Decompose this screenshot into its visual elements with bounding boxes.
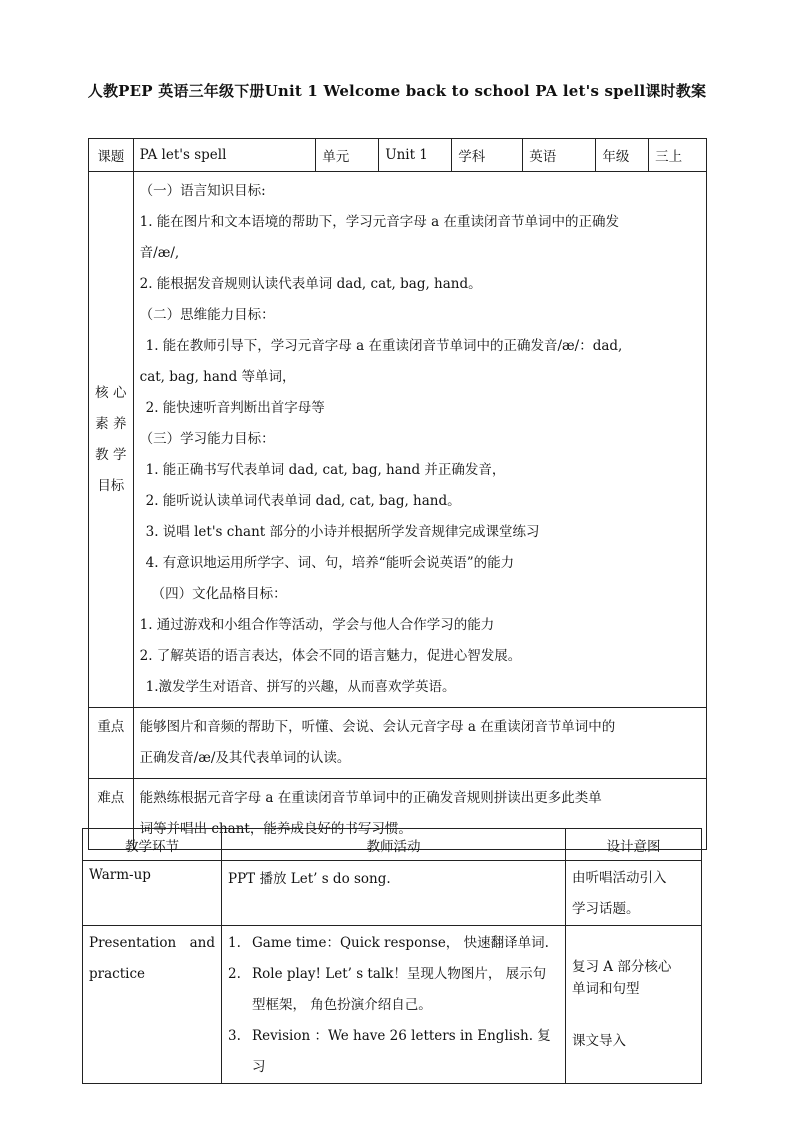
key-point-label: 重点	[89, 708, 134, 779]
warmup-stage: Warm-up	[83, 861, 222, 926]
key-point-row	[89, 708, 707, 779]
presentation-stage: Presentation and practice	[83, 926, 222, 1084]
topic-label: 课题	[89, 139, 134, 172]
key-point-content: 能够图片和音频的帮助下，听懂、会说、会认元音字母 a 在重读闭音节单词中的 正确发音/æ/及其代表单词的认读。	[133, 708, 706, 779]
page-title: 人教PEP 英语三年级下册Unit 1 Welcome back to school PA let's spell课时教案	[87, 82, 707, 100]
subject-label: 学科	[452, 139, 523, 172]
subject-value: 英语	[523, 139, 596, 172]
list-item: 2. Role play! Let’ s talk！呈现人物图片， 展示句型框架， 角色扮演介绍自己。	[228, 966, 547, 1013]
warmup-activity: PPT 播放 Let’ s do song.	[222, 861, 566, 926]
lesson-info-table	[88, 138, 707, 850]
header-row	[89, 139, 707, 172]
core-goals-row	[89, 172, 707, 708]
topic-value: PA let's spell	[133, 139, 316, 172]
presentation-intent: 复习 A 部分核心 单词和句型 课文导入	[566, 926, 702, 1084]
procedure-header-row	[83, 829, 702, 861]
warmup-intent: 由听唱活动引入 学习话题。	[566, 861, 702, 926]
core-goals-label: 核 心 素 养 教 学 目标	[89, 172, 134, 708]
warmup-row	[83, 861, 702, 926]
difficult-point-content: 能熟练根据元音字母 a 在重读闭音节单词中的正确发音规则拼读出更多此类单 词等并唱出 chant，能养成良好的书写习惯。	[133, 779, 706, 850]
list-item: 1. Game time：Quick response， 快速翻译单词.	[228, 935, 549, 951]
stage-header: 教学环节	[83, 829, 222, 861]
grade-label: 年级	[596, 139, 649, 172]
activity-header: 教师活动	[222, 829, 566, 861]
presentation-row	[83, 926, 702, 1084]
grade-value: 三上	[649, 139, 707, 172]
unit-label: 单元	[316, 139, 379, 172]
list-item: 3. Revision ：We have 26 letters in English. 复习	[228, 1028, 551, 1075]
presentation-activity	[222, 926, 566, 1084]
difficult-point-label: 难点	[89, 779, 134, 850]
core-goals-content: （一）语言知识目标: 1. 能在图片和文本语境的帮助下，学习元音字母 a 在重读闭音节单词中的正确发 音/æ/, 2. 能根据发音规则认读代表单词 dad, cat, bag, hand。 （二）思维能力目标： 1. 能在教师引导下，学习元音字母 a 在重读闭音节单词中的正确发音/æ/：dad, cat, bag, hand 等单词， 2. 能快速听音判断出首字母等 （三）学习能力目标： 1. 能正确书写代表单词 dad, cat, bag, hand 并正确发音， 2. 能听说认读单词代表单词 dad, cat, bag, hand。 3. 说唱 let's chant 部分的小诗并根据所学发音规律完成课堂练习 4. 有意识地运用所学字、词、句，培养“能听会说英语”的能力 （四）文化品格目标： 1. 通过游戏和小组合作等活动，学会与他人合作学习的能力 2. 了解英语的语言表达，体会不同的语言魅力，促进心智发展。 1.激发学生对语音、拼写的兴趣，从而喜欢学英语。	[133, 172, 706, 708]
unit-value: Unit 1	[379, 139, 452, 172]
activity-list	[228, 928, 559, 1083]
teaching-procedure-table	[82, 828, 702, 1084]
intent-header: 设计意图	[566, 829, 702, 861]
